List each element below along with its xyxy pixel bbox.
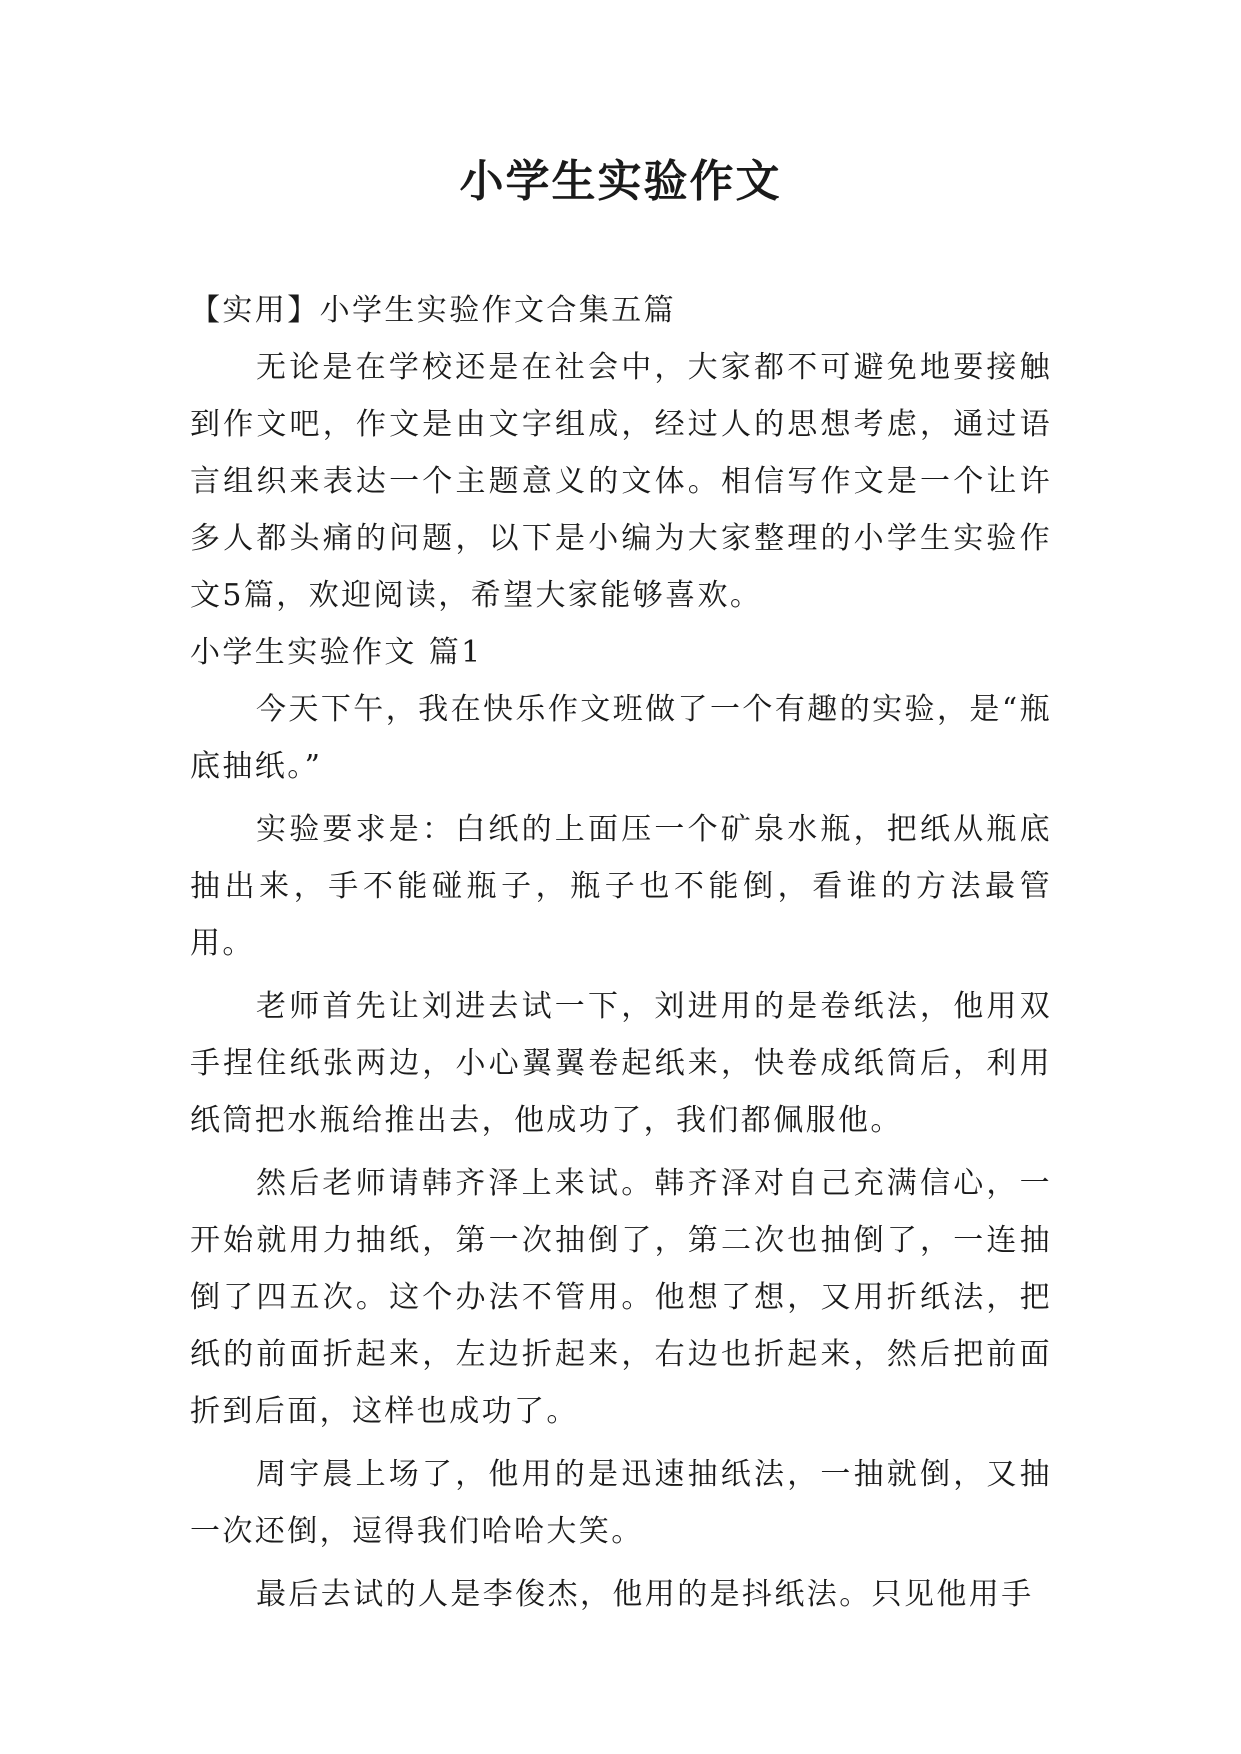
body-paragraph: 最后去试的人是李俊杰，他用的是抖纸法。只见他用手 xyxy=(256,1577,1034,1612)
body-paragraph: 今天下午，我在快乐作文班做了一个有趣的实验，是“瓶底抽纸。” xyxy=(190,692,1052,784)
body-paragraph: 老师首先让刘进去试一下，刘进用的是卷纸法，他用双手捏住纸张两边，小心翼翼卷起纸来，快卷成纸筒后，利用纸筒把水瓶给推出去，他成功了，我们都佩服他。 xyxy=(190,989,1052,1138)
body-paragraph: 然后老师请韩齐泽上来试。韩齐泽对自己充满信心，一开始就用力抽纸，第一次抽倒了，第二次也抽倒了，一连抽倒了四五次。这个办法不管用。他想了想，又用折纸法，把纸的前面折起来，左边折起来，右边也折起来，然后把前面折到后面，这样也成功了。 xyxy=(190,1166,1052,1429)
intro-paragraph: 无论是在学校还是在社会中，大家都不可避免地要接触到作文吧，作文是由文字组成，经过人的思想考虑，通过语言组织来表达一个主题意义的文体。相信写作文是一个让许多人都头痛的问题，以下是小编为大家整理的小学生实验作文5篇，欢迎阅读，希望大家能够喜欢。 xyxy=(190,350,1052,613)
document-subtitle: 【实用】小学生实验作文合集五篇 xyxy=(190,293,676,328)
body-paragraph: 实验要求是：白纸的上面压一个矿泉水瓶，把纸从瓶底抽出来，手不能碰瓶子，瓶子也不能倒，看谁的方法最管用。 xyxy=(190,812,1052,961)
section-heading: 小学生实验作文 篇1 xyxy=(190,635,483,670)
document-body xyxy=(190,282,1052,1623)
document-title: 小学生实验作文 xyxy=(459,156,782,207)
body-paragraph: 周宇晨上场了，他用的是迅速抽纸法，一抽就倒，又抽一次还倒，逗得我们哈哈大笑。 xyxy=(190,1457,1052,1549)
